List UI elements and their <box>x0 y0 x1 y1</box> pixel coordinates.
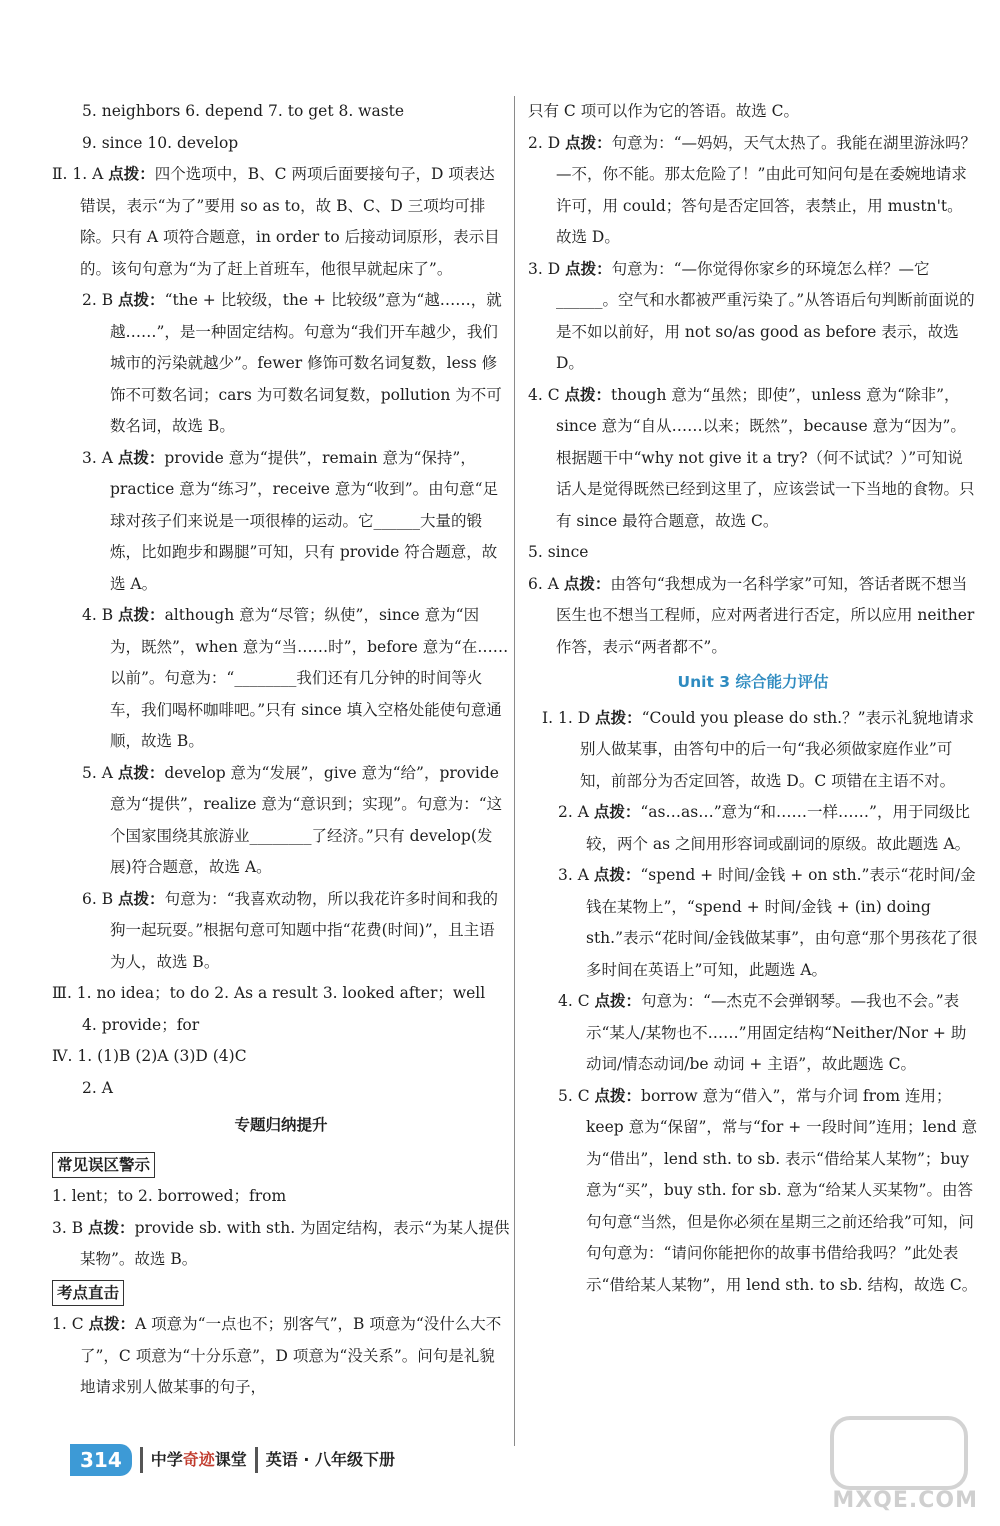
answer-item <box>52 758 510 884</box>
item-text: (1)B (2)A (3)D (4)C <box>97 1047 247 1065</box>
answer-item <box>528 860 978 986</box>
item-number: 2. B <box>82 291 114 309</box>
item-number: 2. A <box>558 803 589 821</box>
hint-label: 点拨： <box>88 1315 136 1333</box>
book-subject: 英语 · 八年级下册 <box>265 1450 396 1470</box>
hint-label: 点拨： <box>118 606 165 624</box>
item-text: although 意为“尽管；纵使”，since 意为“因为，既然”，when 意为“当……时”，before 意为“在……以前”。句意为：“________我们还有几分钟的时间等火车，我们喝杯咖啡吧。”只有 since 填入空格处能使句意通顺，故选 B。 <box>110 606 509 750</box>
item-text: 5. neighbors 6. depend 7. to get 8. waste <box>82 102 405 120</box>
answer-item <box>528 537 978 569</box>
page-footer <box>70 1442 395 1478</box>
hint-label: 点拨： <box>117 448 165 467</box>
answer-item <box>52 1152 155 1178</box>
answer-item <box>528 1081 978 1302</box>
item-text: “the + 比较级，the + 比较级”意为“越……，就越……”，是一种固定结构。句意为“我们开车越少，我们城市的污染就越少”。fewer 修饰可数名词复数，less 修饰不可数名词；cars 为可数名词复数，pollution 为不可数名词，故选 B。 <box>110 291 502 435</box>
item-number: 3. A <box>82 448 113 467</box>
answer-item <box>528 569 978 664</box>
item-text: though 意为“虽然；即使”，unless 意为“除非”，since 意为“自从……以来；既然”，because 意为“因为”。根据题干中“why not give it a try?（何不试试？）”可知说话人是觉得既然已经到这里了，应该尝试一下当地的食物。只有 since 最符合题意，故选 C。 <box>556 385 975 530</box>
hint-label: 点拨： <box>88 1218 135 1237</box>
answer-item <box>52 443 510 601</box>
item-number: Ⅱ. 1. A <box>52 165 104 183</box>
item-number: Ⅰ. 1. D <box>542 708 591 727</box>
answer-item <box>52 96 510 128</box>
hint-label: 点拨： <box>594 992 642 1010</box>
item-number: 5. C <box>558 1086 590 1105</box>
item-number: 5. A <box>82 763 113 782</box>
answer-item <box>52 159 510 285</box>
item-text: 只有 C 项可以作为它的答语。故选 C。 <box>528 102 800 120</box>
answer-item <box>528 986 978 1081</box>
hint-label: 点拨： <box>594 1086 642 1105</box>
brand-part2: 奇迹 <box>182 1450 215 1470</box>
item-text: borrow 意为“借入”，常与介词 from 连用；keep 意为“保留”，常与“for + 一段时间”连用；lend 意为“借出”，lend sth. to sb. 表示“借给某人某物”；buy 意为“买”，buy sth. for sb. 意为“给某人买某物”。由答句句意“当然，但是你必须在星期三之前还给我”可知，问句句意为：“请问你能把你的故事书借给我吗？”此处表示“借给某人某物”，用 lend sth. to sb. 结构，故选 C。 <box>586 1086 978 1294</box>
answer-item <box>52 1010 510 1042</box>
page-number: 314 <box>70 1444 132 1476</box>
item-number: 6. B <box>82 889 114 908</box>
item-number: 4. B <box>82 606 114 624</box>
answer-item <box>52 978 510 1010</box>
item-text: provide sb. with sth. 为固定结构，表示“为某人提供某物”。故选 B。 <box>80 1218 510 1268</box>
item-text: “as…as…”意为“和……一样……”，用于同级比较，两个 as 之间用形容词或副词的原级。故此题选 A。 <box>586 803 971 853</box>
answer-item <box>528 797 978 860</box>
hint-label: 点拨： <box>564 385 612 404</box>
answer-item <box>52 285 510 443</box>
book-brand <box>151 1444 247 1476</box>
answer-item <box>52 884 510 979</box>
section-heading <box>528 667 978 699</box>
item-number: 4. C <box>528 385 560 404</box>
brand-part1: 中学 <box>150 1450 183 1470</box>
item-text: 1. lent；to 2. borrowed；from <box>52 1187 287 1205</box>
hint-label: 点拨： <box>565 133 612 152</box>
answer-item <box>528 380 978 538</box>
answer-item <box>52 1181 510 1213</box>
answer-item <box>528 128 978 254</box>
answer-item <box>528 96 978 128</box>
answer-item <box>52 1073 510 1105</box>
brand-part3: 课堂 <box>214 1450 247 1470</box>
answer-item <box>52 600 510 758</box>
item-number: 1. C <box>52 1315 84 1333</box>
hint-label: 点拨： <box>593 803 641 821</box>
item-number: 3. A <box>558 866 589 884</box>
item-number: Ⅳ. 1. <box>52 1047 93 1065</box>
answer-item <box>52 1280 124 1306</box>
item-text: 句意为：“我喜欢动物，所以我花许多时间和我的狗一起玩耍。”根据句意可知题中指“花费(时间)”，且主语为人，故选 B。 <box>110 889 498 971</box>
item-text: Unit 3 综合能力评估 <box>677 673 829 691</box>
item-text: 专题归纳提升 <box>234 1116 328 1134</box>
item-text: A 项意为“一点也不；别客气”，B 项意为“没什么大不了”，C 项意为“十分乐意”，D 项意为“没关系”。问句是礼貌地请求别人做某事的句子， <box>80 1315 502 1396</box>
item-text: 四个选项中，B、C 两项后面要接句子，D 项表达错误，表示“为了”要用 so as to，故 B、C、D 三项均可排除。只有 A 项符合题意，in order to 后接动词原形，表示目的。该句句意为“为了赶上首班车，他很早就起床了”。 <box>80 165 500 278</box>
column-divider <box>514 96 515 1446</box>
item-text: develop 意为“发展”，give 意为“给”，provide 意为“提供”，realize 意为“意识到；实现”。句意为：“这个国家围绕其旅游业________了经济。”只有 develop(发展)符合题意，故选 A。 <box>110 763 503 876</box>
item-number: 3. B <box>52 1218 84 1237</box>
item-text: no idea；to do 2. As a result 3. looked after；well <box>96 984 486 1002</box>
answer-item <box>52 1309 510 1404</box>
answer-item <box>528 254 978 380</box>
watermark-shape <box>830 1416 968 1490</box>
right-column <box>528 96 978 1301</box>
item-text: provide 意为“提供”，remain 意为“保持”，practice 意为“练习”，receive 意为“收到”。由句意“足球对孩子们来说是一项很棒的运动。它______大量的锻炼，比如跑步和踢腿”可知，只有 provide 符合题意，故选 A。 <box>110 448 499 593</box>
footer-divider-2 <box>255 1447 258 1473</box>
item-number: 2. D <box>528 133 561 152</box>
item-text: 9. since 10. develop <box>82 133 239 152</box>
item-text: 句意为：“—妈妈，天气太热了。我能在湖里游泳吗？—不，你不能。那太危险了！”由此可知问句是在委婉地请求许可，用 could；答句是否定回答，表禁止，用 mustn't。故选 D。 <box>556 133 977 246</box>
hint-label: 点拨： <box>563 574 611 593</box>
left-column <box>52 96 510 1404</box>
item-text: “spend + 时间/金钱 + on sth.”表示“花时间/金钱在某物上”，“spend + 时间/金钱 + (in) doing sth.”表示“花时间/金钱做某事”，由句意“那个男孩花了很多时间在英语上”可知，此题选 A。 <box>586 866 978 979</box>
answer-item <box>52 1213 510 1276</box>
answer-item <box>52 128 510 160</box>
item-number: 6. A <box>528 574 559 593</box>
item-text: 2. A <box>82 1078 113 1097</box>
item-number: 3. D <box>528 259 561 278</box>
item-text: 常见误区警示 <box>57 1155 151 1174</box>
item-text: 由答句“我想成为一名科学家”可知，答话者既不想当医生也不想当工程师，应对两者进行否定，所以应用 neither 作答，表示“两者都不”。 <box>556 574 975 656</box>
watermark-logo <box>828 1416 978 1516</box>
section-heading <box>52 1110 510 1142</box>
boxed-heading-row <box>52 1148 510 1182</box>
hint-label: 点拨： <box>118 291 165 309</box>
hint-label: 点拨： <box>565 259 612 278</box>
hint-label: 点拨： <box>117 763 165 782</box>
item-text: 句意为：“—你觉得你家乡的环境怎么样？—它______。空气和水都被严重污染了。”从答语后句判断前面说的是不如以前好，用 not so/as good as before 表示，故选 D。 <box>556 259 975 372</box>
item-text: 考点直击 <box>57 1283 120 1302</box>
item-text: 5. since <box>528 543 589 561</box>
footer-divider <box>140 1447 143 1473</box>
answer-item <box>528 703 978 798</box>
hint-label: 点拨： <box>593 866 641 884</box>
hint-label: 点拨： <box>118 889 165 908</box>
item-text: “Could you please do sth.？”表示礼貌地请求别人做某事，由答句中的后一句“我必须做家庭作业”可知，前部分为否定回答，故选 D。C 项错在主语不对。 <box>580 708 975 790</box>
watermark-text: MXQE.COM <box>832 1487 978 1513</box>
hint-label: 点拨： <box>108 165 155 183</box>
item-number: 4. C <box>558 992 590 1010</box>
hint-label: 点拨： <box>595 708 642 727</box>
boxed-heading-row <box>52 1276 510 1310</box>
item-number: Ⅲ. 1. <box>52 984 92 1002</box>
item-text: 4. provide；for <box>82 1015 200 1034</box>
item-text: 句意为：“—杰克不会弹钢琴。—我也不会。”表示“某人/某物也不……”用固定结构“Neither/Nor + 助动词/情态动词/be 动词 + 主语”，故此题选 C。 <box>586 992 967 1073</box>
answer-item <box>52 1041 510 1073</box>
